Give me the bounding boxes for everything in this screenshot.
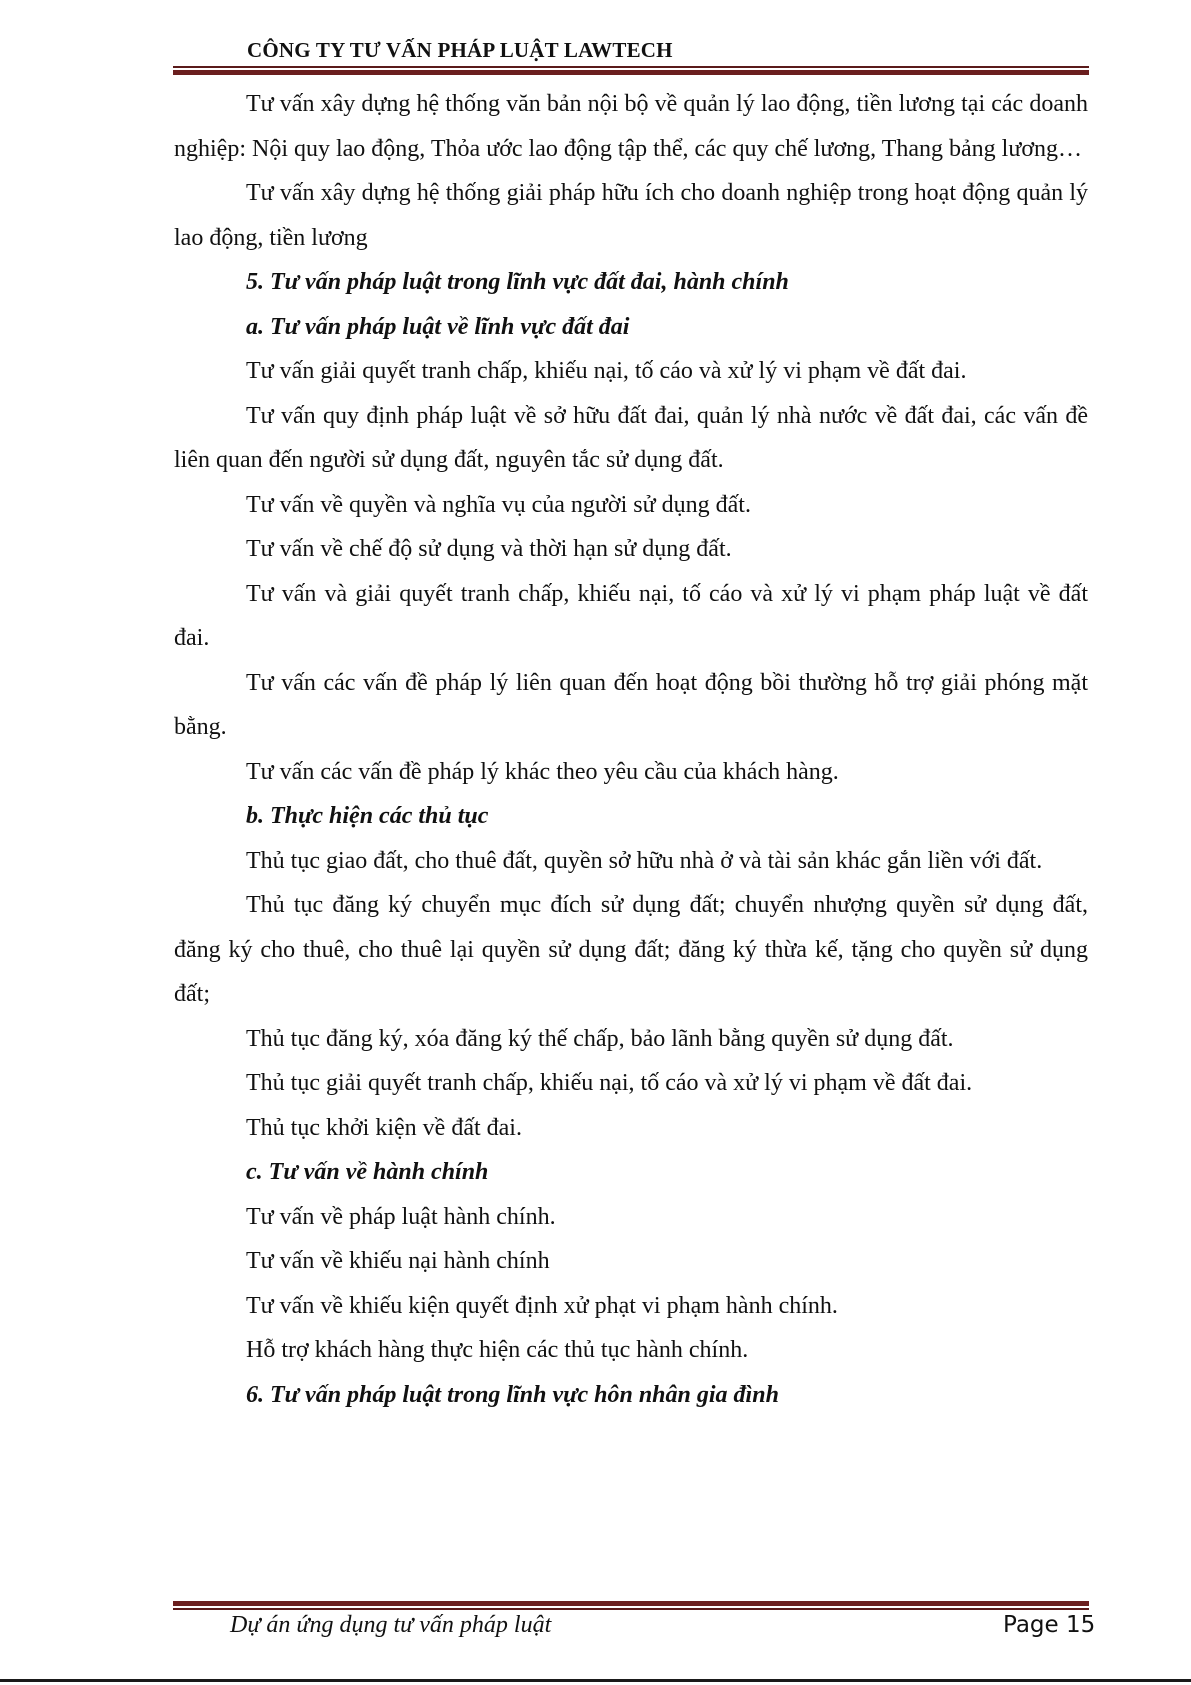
paragraph: Thủ tục giao đất, cho thuê đất, quyền sở hữu nhà ở và tài sản khác gắn liền với đất. bbox=[246, 847, 1043, 874]
paragraph: Thủ tục đăng ký chuyển mục đích sử dụng đất; chuyển nhượng quyền sử dụng đất, đăng ký cho thuê, cho thuê lại quyền sử dụng đất; đăng ký thừa kế, tặng cho quyền sử dụng đất; bbox=[174, 892, 1088, 1007]
paragraph: Tư vấn xây dựng hệ thống văn bản nội bộ về quản lý lao động, tiền lương tại các doanh nghiệp: Nội quy lao động, Thỏa ước lao động tập thể, các quy chế lương, Thang bảng lương… bbox=[174, 91, 1088, 162]
footer-project-title: Dự án ứng dụng tư vấn pháp luật bbox=[230, 1612, 552, 1638]
paragraph: Tư vấn các vấn đề pháp lý liên quan đến hoạt động bồi thường hỗ trợ giải phóng mặt bằng. bbox=[174, 669, 1088, 740]
subsection-heading: a. Tư vấn pháp luật về lĩnh vực đất đai bbox=[246, 313, 630, 340]
section-heading: 6. Tư vấn pháp luật trong lĩnh vực hôn nhân gia đình bbox=[246, 1381, 779, 1408]
paragraph: Hỗ trợ khách hàng thực hiện các thủ tục hành chính. bbox=[246, 1337, 749, 1363]
page-header-title: CÔNG TY TƯ VẤN PHÁP LUẬT LAWTECH bbox=[247, 38, 673, 62]
subsection-heading: b. Thực hiện các thủ tục bbox=[246, 803, 489, 829]
paragraph: Tư vấn về chế độ sử dụng và thời hạn sử dụng đất. bbox=[246, 536, 732, 562]
subsection-heading: c. Tư vấn về hành chính bbox=[246, 1159, 489, 1185]
document-body bbox=[174, 82, 1088, 1417]
footer-divider bbox=[173, 1601, 1089, 1610]
paragraph: Thủ tục khởi kiện về đất đai. bbox=[246, 1114, 522, 1141]
paragraph: Tư vấn quy định pháp luật về sở hữu đất đai, quản lý nhà nước về đất đai, các vấn đề liên quan đến người sử dụng đất, nguyên tắc sử dụng đất. bbox=[174, 402, 1088, 473]
paragraph: Tư vấn các vấn đề pháp lý khác theo yêu cầu của khách hàng. bbox=[246, 758, 839, 785]
paragraph: Tư vấn về quyền và nghĩa vụ của người sử dụng đất. bbox=[246, 491, 751, 518]
paragraph: Tư vấn giải quyết tranh chấp, khiếu nại, tố cáo và xử lý vi phạm về đất đai. bbox=[246, 358, 967, 384]
header-divider bbox=[173, 66, 1089, 75]
paragraph: Tư vấn xây dựng hệ thống giải pháp hữu ích cho doanh nghiệp trong hoạt động quản lý lao động, tiền lương bbox=[174, 180, 1088, 251]
scan-edge-line bbox=[0, 1679, 1191, 1682]
paragraph: Thủ tục giải quyết tranh chấp, khiếu nại, tố cáo và xử lý vi phạm về đất đai. bbox=[246, 1070, 973, 1096]
page-number: Page 15 bbox=[1003, 1612, 1096, 1638]
paragraph: Tư vấn về khiếu kiện quyết định xử phạt vi phạm hành chính. bbox=[246, 1292, 838, 1319]
paragraph: Tư vấn về khiếu nại hành chính bbox=[246, 1248, 550, 1274]
paragraph: Thủ tục đăng ký, xóa đăng ký thế chấp, bảo lãnh bằng quyền sử dụng đất. bbox=[246, 1025, 954, 1052]
paragraph: Tư vấn về pháp luật hành chính. bbox=[246, 1203, 556, 1230]
paragraph: Tư vấn và giải quyết tranh chấp, khiếu nại, tố cáo và xử lý vi phạm pháp luật về đất đai. bbox=[174, 580, 1088, 651]
section-heading: 5. Tư vấn pháp luật trong lĩnh vực đất đai, hành chính bbox=[246, 269, 789, 295]
